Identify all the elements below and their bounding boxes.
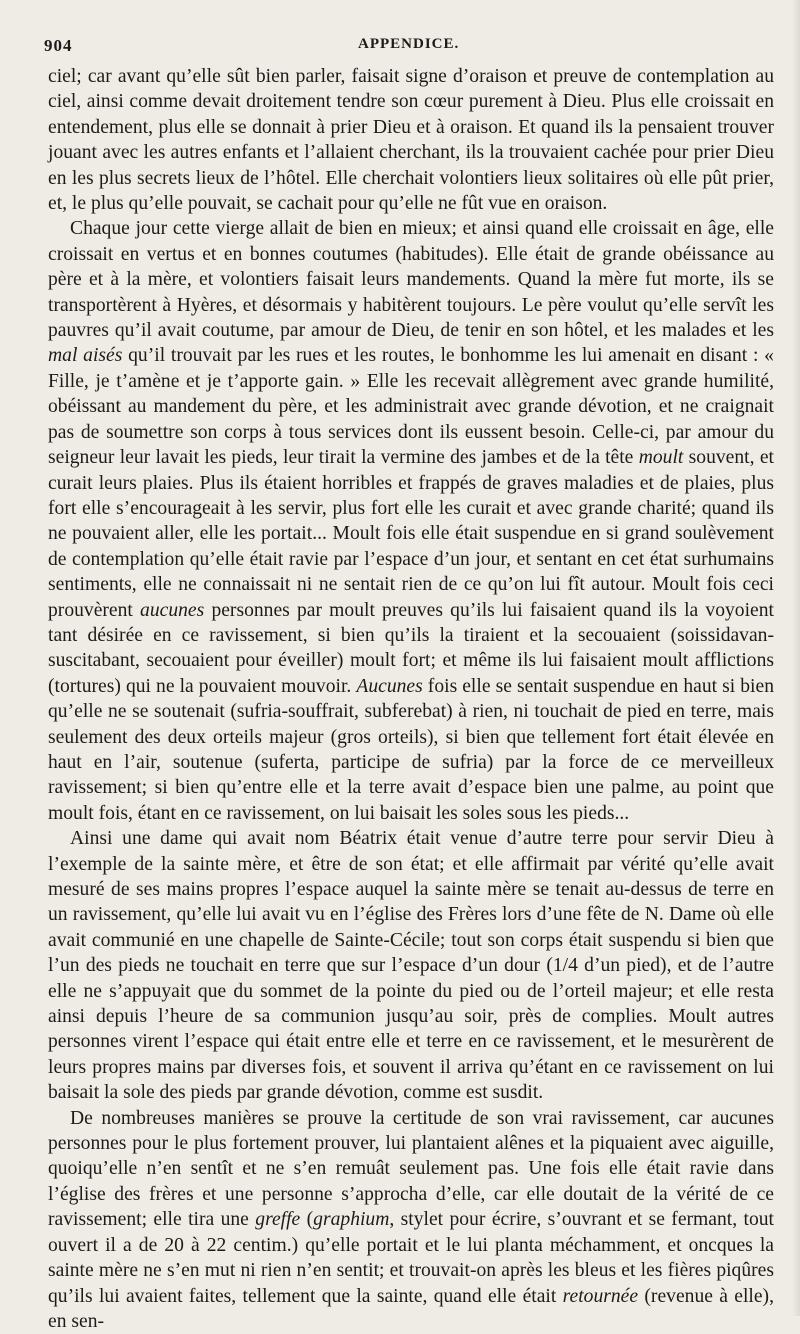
text-run: Chaque jour cette vierge allait de bien en mieux; et ainsi quand elle croissait en âge, elle croissait en vertus et en bonnes coutumes (habitudes). Elle était de grande obéissance au père et à la mère, et volontiers faisait leurs mandements. Quand la mère fut morte, ils se transportèrent à Hyères, et désormais y habitèrent toujours. Le père voulut qu’elle servît les pauvres qu’il avait coutume, par amour de Dieu, de tenir en son hôtel, et les malades et les [48, 218, 774, 342]
italic-term: Aucunes [356, 675, 423, 697]
italic-term: greffe [255, 1209, 301, 1231]
italic-term: aucunes [140, 599, 205, 621]
italic-term: graphium [313, 1209, 390, 1231]
page-number: 904 [44, 36, 73, 55]
text-run: , stylet pour écrire, s’ouvrant et se fermant, tout ouvert il a de 20 à 22 centim.) qu’elle portait et le lui planta méchamment, et oncques la sainte mère ne s’en mut ni rien n’en sentit; et trouvait-on après les bleus et les fières piqûres qu’ils lui avaient faites, tellement que la sainte, quand elle était [48, 1209, 774, 1307]
running-head-title: APPENDICE. [358, 36, 460, 52]
paragraph [48, 1106, 774, 1334]
text-run: Ainsi une dame qui avait nom Béatrix était venue d’autre terre pour servir Dieu à l’exemple de la sainte mère, et être de son état; et elle affirmait par vérité qu’elle avait mesuré de ses mains propres l’espace auquel la sainte mère se tenait au-dessus de terre en un ravissement, qu’elle lui avait vu en l’église des Frères lors d’une fête de N. Dame où elle avait communié en une chapelle de Sainte-Cécile; tout son corps était suspendu si bien que l’un des pieds ne touchait en terre que sur l’espace d’un dour (1/4 d’un pied), et de l’autre elle ne s’appuyait que du sommet de la pointe du pied ou de l’orteil majeur; et elle resta ainsi depuis l’heure de sa communion jusqu’au soir, près de complies. Moult autres personnes virent l’espace qui était entre elle et terre en ce ravissement, et le mesurèrent de leurs propres mains par diverses fois, et souvent il arriva qu’étant en ce ravissement on lui baisait la sole des pieds par grande dévotion, comme est susdit. [48, 828, 774, 1104]
italic-term: mal aisés [48, 345, 123, 367]
body-text [48, 64, 774, 1334]
page-edge-shadow [792, 0, 800, 1316]
text-run: De nombreuses manières se prouve la certitude de son vrai ravissement, car aucunes personnes pour le plus fortement prouver, lui plantaient alênes et la piquaient avec aiguille, quoiqu’elle n’en sentît et ne s’en remuât seulement pas. Une fois elle était ravie dans l’église des frères et une personne s’approcha d’elle, car elle doutait de la vérité de ce ravissement; elle tira une [48, 1107, 774, 1231]
text-run: souvent, et curait leurs plaies. Plus ils étaient horribles et frappés de graves maladies et de plaies, plus fort elle s’encourageait à les servir, plus fort elle les curait et avec grande charité; quand ils ne pouvaient aller, elle les portait... Moult fois elle était suspendue en si grand soulèvement de contemplation qu’elle était ravie par l’espace d’un jour, et sentant en cet état surhumains sentiments, elle ne connaissait ni ne sentait rien de ce qu’on lui fît autour. Moult fois ceci prouvèrent [48, 447, 774, 621]
text-run: qu’il trouvait par les rues et les routes, le bonhomme les lui amenait en disant : « Fille, je t’amène et je t’apporte gain. » Elle les recevait allègrement avec grande humilité, obéissant au mandement du père, et les administrait avec grande dévotion, et ne craignait pas de soumettre son corps à tous services dont ils eussent besoin. Celle-ci, par amour du seigneur leur lavait les pieds, leur tirait la vermine des jambes et de la tête [48, 345, 774, 469]
running-head [44, 34, 774, 64]
paragraph [48, 826, 774, 1105]
text-run: fois elle se sentait suspendue en haut si bien qu’elle ne se soutenait (sufria-souffrait, subferebat) à rien, ni touchait de pied en terre, mais seulement des deux orteils majeur (gros orteils), si bien que tellement fort était élevée en haut en l’air, soutenue (suferta, participe de sufria) par la force de ce merveilleux ravissement; si bien qu’entre elle et la terre avait d’espace bien une palme, au point que moult fois, étant en ce ravissement, on lui baisait les soles sous les pieds... [48, 675, 774, 824]
italic-term: moult [638, 447, 684, 469]
text-run: ciel; car avant qu’elle sût bien parler, faisait signe d’oraison et preuve de contemplation au ciel, ainsi comme devait droitement tendre son cœur purement à Dieu. Plus elle croissait en entendement, plus elle se donnait à prier Dieu et à oraison. Et quand ils la pensaient trouver jouant avec les autres enfants et l’allaient cherchant, ils la trouvaient cachée pour prier Dieu en les plus secrets lieux de l’hôtel. Elle cherchait volontiers lieux solitaires où elle pût prier, et, le plus qu’elle pouvait, se cachait pour qu’elle ne fût vue en oraison. [48, 66, 774, 215]
text-run: (revenue à elle), en sen- [48, 1285, 774, 1332]
text-run: ( [300, 1209, 314, 1231]
paragraph [48, 216, 774, 826]
paragraph [48, 64, 774, 216]
text-run: personnes par moult preuves qu’ils lui faisaient quand ils la voyoient tant désirée en ce ravissement, si bien qu’ils la tiraient et la secouaient (soissidavan-suscitabant, secouaient pour éveiller) moult fort; et même ils lui faisaient moult afflictions (tortures) qui ne la pouvaient mouvoir. [48, 599, 774, 697]
italic-term: retournée [562, 1285, 639, 1307]
